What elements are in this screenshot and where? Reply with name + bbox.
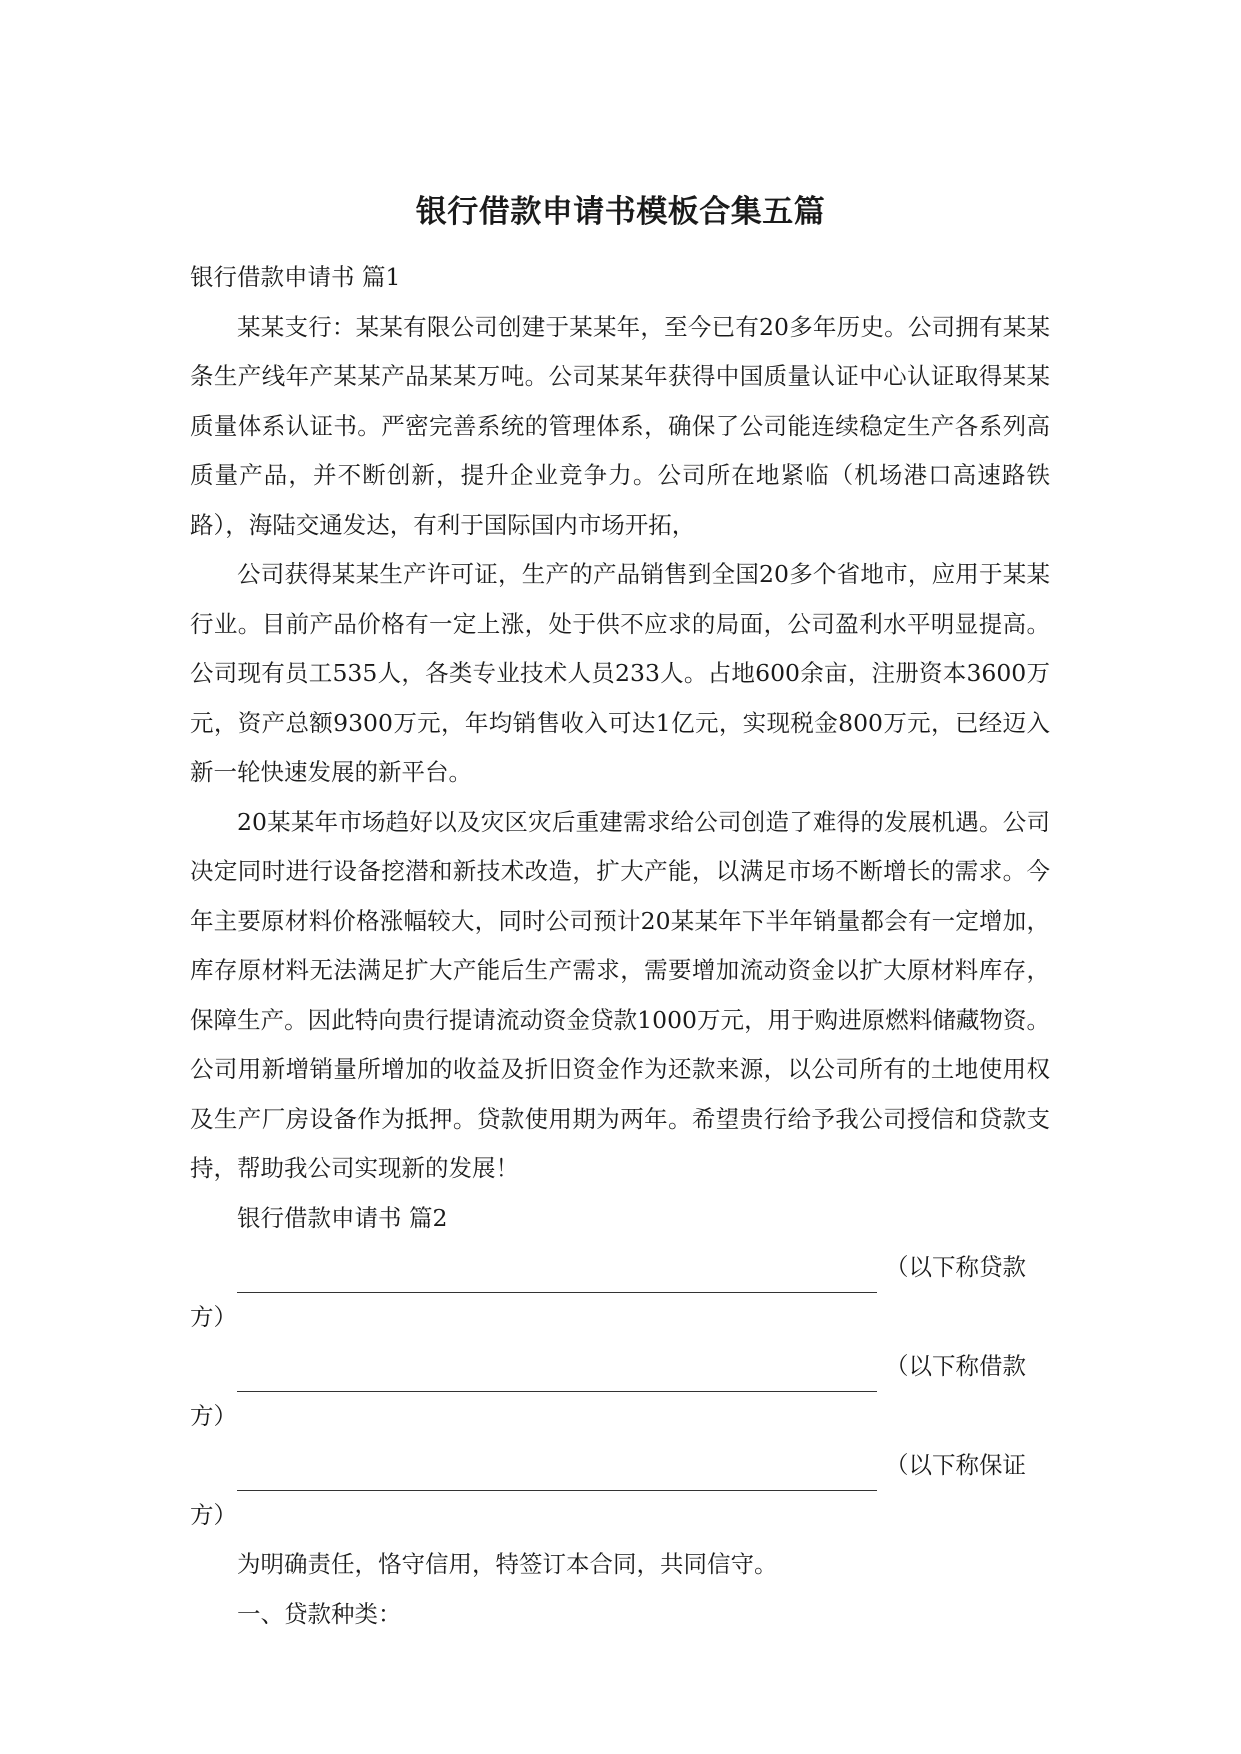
borrower-party-tail: 方） — [190, 1401, 237, 1430]
clause-1-heading: 一、贷款种类： — [237, 1599, 402, 1628]
lender-party-label: （以下称贷款 — [885, 1253, 1026, 1281]
borrower-blank-field[interactable] — [237, 1359, 877, 1392]
lender-party-tail: 方） — [190, 1302, 237, 1331]
document-title: 银行借款申请书模板合集五篇 — [415, 194, 826, 230]
guarantor-party-line — [190, 1441, 1050, 1491]
section-1-paragraph-2: 公司获得某某生产许可证，生产的产品销售到全国20多个省地市，应用于某某行业。目前产品价格有一定上涨，处于供不应求的局面，公司盈利水平明显提高。公司现有员工535人，各类专业技术人员233人。占地600余亩，注册资本3600万元，资产总额9300万元，年均销售收入可达1亿元，实现税金800万元，已经迈入新一轮快速发展的新平台。 — [190, 560, 1050, 786]
contract-preamble: 为明确责任，恪守信用，特签订本合同，共同信守。 — [237, 1550, 778, 1578]
section-2-heading: 银行借款申请书 篇2 — [237, 1203, 448, 1232]
borrower-party-label: （以下称借款 — [885, 1352, 1026, 1380]
document-body — [190, 253, 1050, 1639]
guarantor-party-tail: 方） — [190, 1500, 237, 1529]
guarantor-blank-field[interactable] — [237, 1458, 877, 1491]
section-1-heading: 银行借款申请书 篇1 — [190, 263, 401, 291]
lender-blank-field[interactable] — [237, 1260, 877, 1293]
lender-party-line — [190, 1243, 1050, 1293]
guarantor-party-label: （以下称保证 — [885, 1451, 1026, 1479]
borrower-party-line — [190, 1342, 1050, 1392]
section-1-paragraph-1: 某某支行：某某有限公司创建于某某年，至今已有20多年历史。公司拥有某某条生产线年产某某产品某某万吨。公司某某年获得中国质量认证中心认证取得某某质量体系认证书。严密完善系统的管理体系，确保了公司能连续稳定生产各系列高质量产品，并不断创新，提升企业竞争力。公司所在地紧临（机场港口高速路铁路），海陆交通发达，有利于国际国内市场开拓， — [190, 312, 1050, 539]
section-1-paragraph-3: 20某某年市场趋好以及灾区灾后重建需求给公司创造了难得的发展机遇。公司决定同时进行设备挖潜和新技术改造，扩大产能，以满足市场不断增长的需求。今年主要原材料价格涨幅较大，同时公司预计20某某年下半年销量都会有一定增加，库存原材料无法满足扩大产能后生产需求，需要增加流动资金以扩大原材料库存，保障生产。因此特向贵行提请流动资金贷款1000万元，用于购进原燃料储藏物资。公司用新增销量所增加的收益及折旧资金作为还款来源，以公司所有的土地使用权及生产厂房设备作为抵押。贷款使用期为两年。希望贵行给予我公司授信和贷款支持，帮助我公司实现新的发展！ — [190, 807, 1050, 1182]
